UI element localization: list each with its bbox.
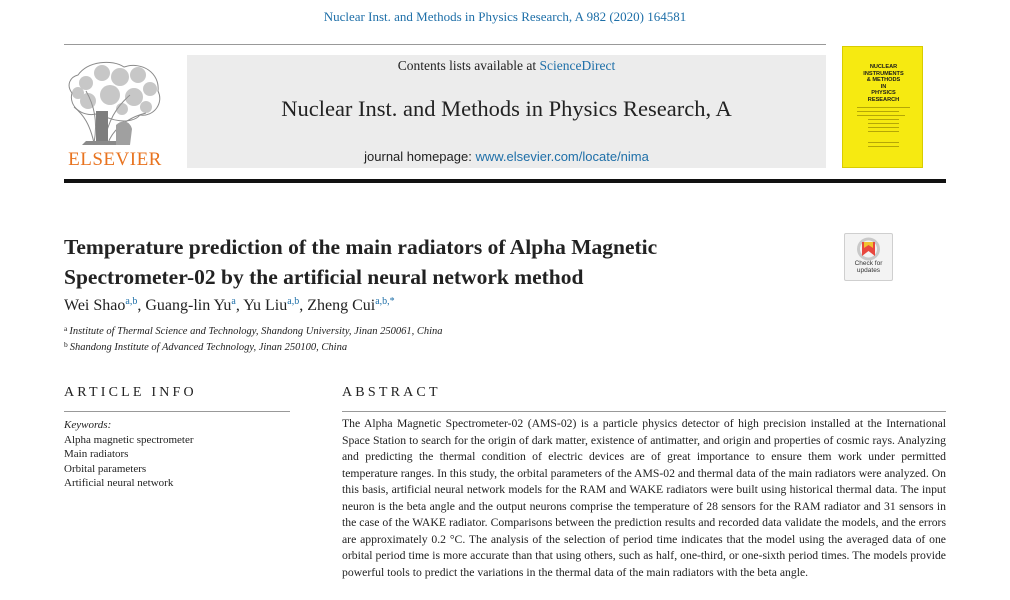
keyword-item: Orbital parameters: [64, 462, 147, 475]
affiliation-text: Institute of Thermal Science and Technology, Shandong University, Jinan 250061, China: [69, 326, 443, 337]
keywords-block: [64, 418, 194, 491]
author-list: [64, 296, 395, 315]
author-name[interactable]: Wei Shao: [64, 297, 126, 314]
affiliation-a: [64, 324, 443, 337]
sciencedirect-link[interactable]: ScienceDirect: [539, 58, 616, 73]
author-name[interactable]: Zheng Cui: [307, 297, 376, 314]
journal-name[interactable]: Nuclear Inst. and Methods in Physics Research, A: [281, 96, 732, 121]
abstract-text: The Alpha Magnetic Spectrometer-02 (AMS-02) is a particle physics detector of high precision installed at the International Space Station to search for the origin of dark matter, existence of antimatter, and origin and properties of cosmic rays. Analyzing and predicting the thermal condition of electric devices are of great importance to ensure them work under permitted temperature ranges. In this study, the orbital parameters of the AMS-02 and thermal data of the main radiators were analyzed. On this basis, artificial neural network models for the RAM and WAKE radiators were built using historical thermal data. The input neuron is the beta angle and the output neurons comprise the temperature of 28 sensors for the RAM radiator and 31 sensors in the case of the WAKE radiator. Comparisons between the prediction results and recorded data validate the models, and the errors are approximately 0.2 °C. The analysis of the selection of period time indicates that the model using the averaged data of one orbital period time is more accurate than that using others, such as half, one-third, or one-sixth period times. The models provide powerful tools to predict the variations in the thermal data of the main radiators with the beta angle.: [342, 417, 946, 579]
article-info-divider: [64, 411, 290, 412]
affiliation-b: [64, 340, 347, 353]
keyword-item: Alpha magnetic spectrometer: [64, 433, 194, 446]
abstract-divider: [342, 411, 946, 412]
keywords-label: Keywords:: [64, 419, 112, 431]
crossmark-label: Check for updates: [854, 260, 883, 274]
cover-title: NUCLEAR INSTRUMENTS & METHODS IN PHYSICS RESEARCH: [863, 64, 904, 103]
author-name[interactable]: Yu Liu: [243, 297, 288, 314]
author-affil-mark[interactable]: a: [231, 296, 236, 307]
affiliation-mark: a: [64, 324, 68, 333]
author-affil-mark[interactable]: a,b: [125, 296, 138, 307]
article-info-heading: ARTICLE INFO: [64, 385, 197, 400]
header-thick-divider: [64, 179, 946, 183]
author-sep: ,: [137, 297, 146, 314]
contents-line: [187, 58, 826, 74]
check-for-updates-badge[interactable]: [844, 233, 893, 281]
journal-masthead: [187, 55, 826, 168]
affiliation-text: Shandong Institute of Advanced Technology, Jinan 250100, China: [69, 342, 348, 353]
keyword-item: Main radiators: [64, 448, 129, 461]
author-affil-mark[interactable]: a,b: [287, 296, 300, 307]
abstract-heading: ABSTRACT: [342, 385, 441, 400]
author-affil-mark[interactable]: a,b,*: [375, 296, 395, 307]
author-sep: ,: [235, 297, 244, 314]
title-line-2: Spectrometer-02 by the artificial neural network method: [64, 265, 584, 289]
cover-text-lines: [857, 107, 910, 150]
keyword-item: Artificial neural network: [64, 477, 174, 490]
affiliation-mark: b: [64, 340, 68, 349]
top-divider: [64, 44, 826, 45]
author-name[interactable]: Guang-lin Yu: [145, 297, 232, 314]
journal-citation[interactable]: Nuclear Inst. and Methods in Physics Research, A 982 (2020) 164581: [323, 9, 687, 24]
homepage-line: [187, 149, 826, 164]
homepage-prefix: journal homepage:: [364, 149, 476, 164]
crossmark-icon: [845, 236, 892, 262]
journal-cover-thumbnail[interactable]: [842, 46, 923, 168]
article-title: [64, 232, 784, 292]
author-sep: ,: [299, 297, 308, 314]
contents-prefix: Contents lists available at: [397, 58, 540, 73]
homepage-link[interactable]: www.elsevier.com/locate/nima: [475, 149, 649, 164]
elsevier-wordmark[interactable]: ELSEVIER: [68, 149, 162, 170]
title-line-1: Temperature prediction of the main radiators of Alpha Magnetic: [64, 235, 658, 259]
